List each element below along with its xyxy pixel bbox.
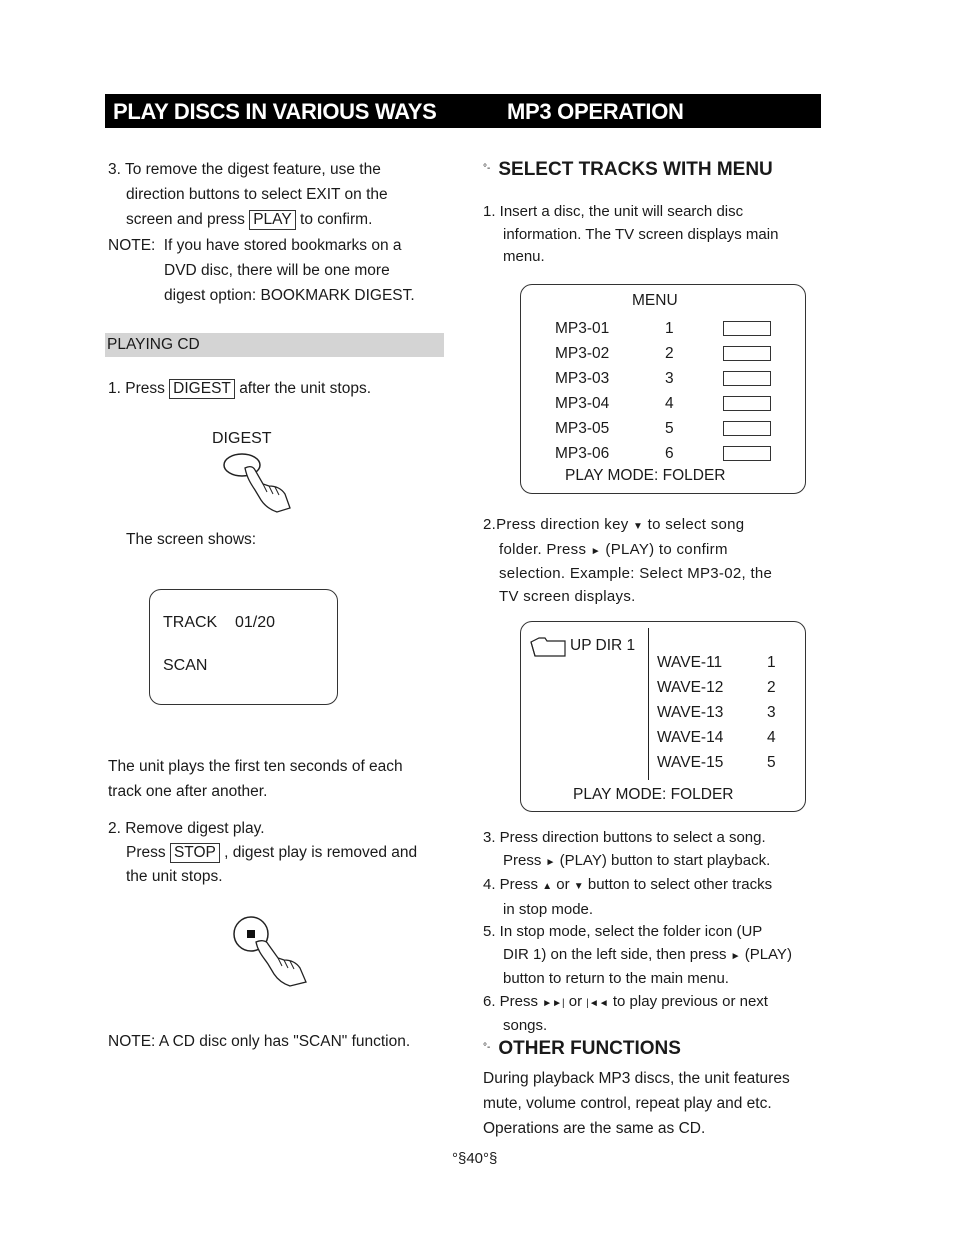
left-title: PLAY DISCS IN VARIOUS WAYS: [113, 99, 437, 124]
track-label: TRACK: [163, 614, 218, 631]
digest-press-icon: [215, 448, 295, 520]
left-step3: [108, 157, 453, 232]
menu-title: MENU: [632, 292, 678, 309]
up-dir-label: UP DIR 1: [570, 637, 636, 654]
folder-icon: [529, 636, 567, 658]
step3-line2: direction buttons to select EXIT on the: [126, 186, 388, 203]
dir-play-mode: PLAY MODE: FOLDER: [573, 786, 734, 803]
wave-row: WAVE-12 2: [657, 679, 776, 696]
note-cd-scan: NOTE: A CD disc only has "SCAN" function.: [108, 1033, 411, 1050]
mp3-main-menu-screen: [520, 284, 806, 494]
playing-cd-section: PLAYING CD: [105, 333, 444, 357]
right-step2: 2.Press direction key ▼ to select song folder. Press ► (PLAY) to confirm selection. Example: Select MP3-02, the TV screen displays.: [483, 516, 773, 605]
menu-row: MP3-03 3: [555, 366, 785, 391]
menu-row: MP3-06 6: [555, 441, 785, 466]
right-steps-3-6: 3. Press direction buttons to select a song. Press ► (PLAY) button to start playback. 4. Press ▲ or ▼ button to select other tracks in stop mode. 5. In stop mode, select the folder icon (UP DIR 1) on the left side, then press ► (PLAY) button to return to the main menu. 6. Press ►►| or |◄◄ to play previous or next songs.: [483, 829, 792, 1034]
screen-shows-text: The screen shows:: [126, 531, 257, 548]
left-step1: 1. Press DIGEST after the unit stops.: [108, 380, 372, 397]
folder-screen: [520, 621, 806, 812]
right-title: MP3 OPERATION: [507, 99, 684, 124]
page-number: °§40°§: [452, 1150, 498, 1167]
wave-row: WAVE-11 1: [657, 654, 776, 671]
menu-row-box: [723, 346, 771, 361]
up-arrow-icon: ▲: [542, 881, 553, 892]
track-value: 01/20: [235, 614, 276, 631]
menu-row-box: [723, 396, 771, 411]
menu-row-box: [723, 421, 771, 436]
right-step1: 1. Insert a disc, the unit will search disc information. The TV screen displays main menu.: [483, 203, 779, 265]
bullet-icon: °-: [483, 163, 491, 174]
plays-first-text: The unit plays the first ten seconds of each track one after another.: [108, 758, 403, 800]
bullet-icon: °-: [483, 1042, 491, 1053]
menu-row: MP3-04 4: [555, 391, 785, 416]
play-arrow-icon: ►: [590, 545, 601, 557]
step3-line1: 3. To remove the digest feature, use the: [108, 161, 381, 178]
tv-screen-scan: [149, 589, 338, 705]
scan-label: SCAN: [163, 657, 208, 674]
play-key-label: PLAY: [249, 210, 296, 230]
play-arrow-icon: ►: [730, 950, 741, 962]
step3-line3: screen and press PLAY to confirm.: [126, 211, 373, 228]
menu-row: MP3-02 2: [555, 341, 785, 366]
menu-row-box: [723, 371, 771, 386]
digest-key-label: DIGEST: [169, 379, 235, 399]
select-tracks-heading: °- SELECT TRACKS WITH MENU: [483, 159, 773, 180]
menu-row-box: [723, 446, 771, 461]
menu-row: MP3-05 5: [555, 416, 785, 441]
down-arrow-icon: ▼: [573, 881, 584, 892]
down-arrow-icon: ▼: [633, 521, 644, 532]
note-bookmark: NOTE: If you have stored bookmarks on a DVD disc, there will be one more digest option: BOOKMARK DIGEST.: [108, 237, 415, 304]
divider: [648, 628, 649, 780]
wave-row: WAVE-14 4: [657, 729, 776, 746]
other-functions-text: During playback MP3 discs, the unit features mute, volume control, repeat play and etc. Operations are the same as CD.: [483, 1070, 790, 1137]
stop-press-icon: [226, 912, 316, 996]
menu-play-mode: PLAY MODE: FOLDER: [565, 467, 726, 484]
digest-caption: DIGEST: [212, 430, 272, 447]
prev-track-icon: |◄◄: [586, 997, 609, 1009]
stop-key-label: STOP: [170, 843, 220, 863]
next-track-icon: ►►|: [542, 997, 565, 1009]
menu-row-box: [723, 321, 771, 336]
left-step2: 2. Remove digest play. Press STOP , digest play is removed and the unit stops.: [108, 820, 418, 885]
wave-row: WAVE-13 3: [657, 704, 776, 721]
menu-row: MP3-01 1: [555, 316, 785, 341]
wave-row: WAVE-15 5: [657, 754, 776, 771]
header-bar: [105, 94, 821, 128]
play-arrow-icon: ►: [545, 856, 556, 868]
other-functions-heading: °- OTHER FUNCTIONS: [483, 1038, 681, 1059]
note-label: NOTE:: [108, 237, 156, 254]
